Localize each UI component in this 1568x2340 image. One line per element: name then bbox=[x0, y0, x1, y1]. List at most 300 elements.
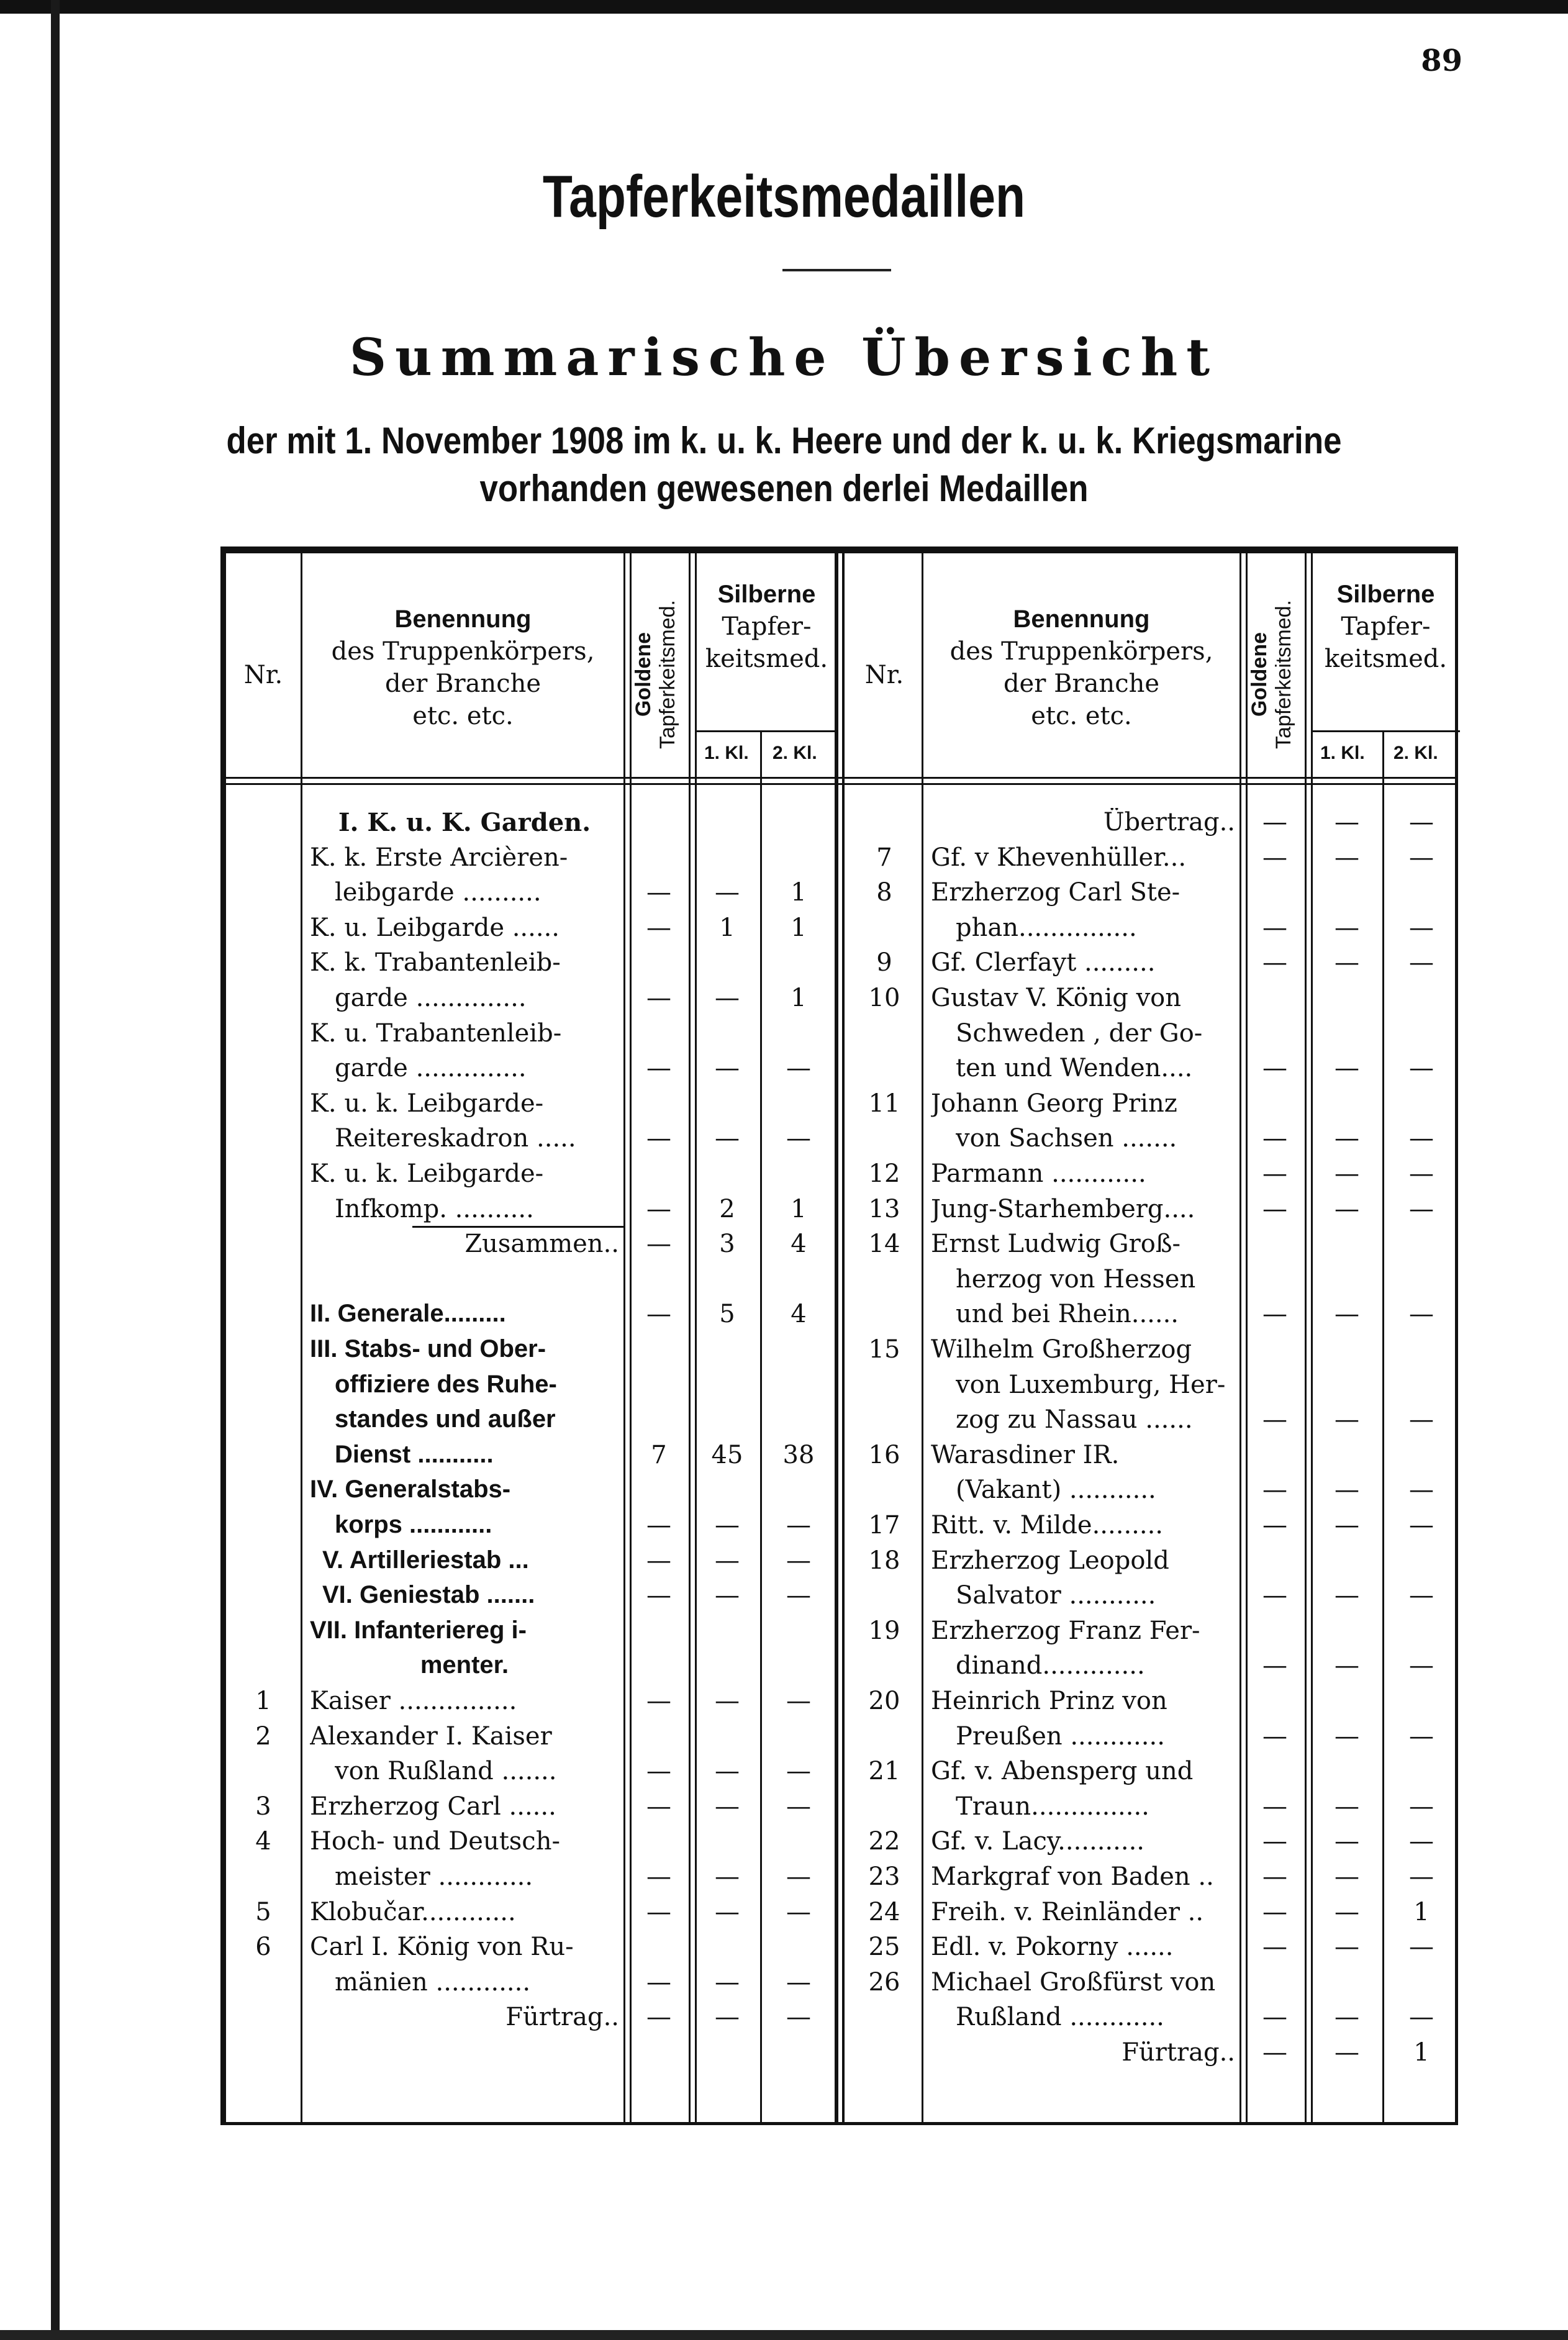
silver-1kl-value: — bbox=[715, 1546, 740, 1575]
row-name: herzog von Hessen bbox=[956, 1264, 1196, 1294]
table-row bbox=[226, 1476, 847, 1510]
goldene-value: — bbox=[646, 1230, 671, 1259]
goldene-value: — bbox=[1262, 1124, 1287, 1153]
goldene-value: — bbox=[1262, 1862, 1287, 1891]
silver-2kl-value: 1 bbox=[791, 1194, 807, 1223]
row-name: Fürtrag.. bbox=[1122, 2038, 1235, 2067]
silver-1kl-value: — bbox=[715, 878, 740, 907]
silver-2kl-value: 1 bbox=[791, 913, 807, 942]
silver-1kl-value: — bbox=[1335, 948, 1359, 977]
row-name: von Luxemburg, Her- bbox=[956, 1370, 1226, 1399]
silver-1kl-value: — bbox=[1335, 1581, 1359, 1610]
table-row bbox=[847, 1300, 1468, 1335]
silver-2kl-value: — bbox=[786, 2003, 811, 2032]
row-name: Salvator ........... bbox=[956, 1581, 1156, 1610]
header-goldene-2: Tapferkeitsmed. bbox=[656, 600, 680, 749]
header-silberne-1: Silberne bbox=[717, 581, 816, 608]
silver-1kl-value: — bbox=[1335, 808, 1359, 837]
table-row bbox=[226, 1019, 847, 1054]
silver-2kl-value: 1 bbox=[791, 984, 807, 1012]
silver-1kl-value: — bbox=[1335, 2003, 1359, 2032]
row-nr: 4 bbox=[255, 1827, 271, 1856]
row-name: meister ............ bbox=[335, 1862, 533, 1891]
silver-1kl-value: — bbox=[1335, 1651, 1359, 1680]
silver-1kl-value: — bbox=[1335, 1827, 1359, 1856]
row-name: standes und außer bbox=[335, 1405, 556, 1433]
row-name: Rußland ............ bbox=[956, 2003, 1164, 2032]
silver-1kl-value: — bbox=[1335, 1792, 1359, 1821]
row-name: zog zu Nassau ...... bbox=[956, 1405, 1193, 1435]
table-row bbox=[847, 1476, 1468, 1510]
silver-1kl-value: — bbox=[715, 1757, 740, 1786]
row-name: K. u. k. Leibgarde- bbox=[310, 1089, 544, 1118]
row-name: Reitereskadron ..... bbox=[335, 1124, 576, 1153]
table-row bbox=[847, 1617, 1468, 1651]
table-row bbox=[847, 1335, 1468, 1370]
medal-summary-table bbox=[220, 546, 1458, 2125]
silver-1kl-value: — bbox=[715, 984, 740, 1012]
row-name: Carl I. König von Ru- bbox=[310, 1933, 574, 1962]
row-nr: 18 bbox=[868, 1546, 900, 1575]
goldene-value: — bbox=[646, 2003, 671, 2032]
table-row bbox=[847, 1441, 1468, 1476]
row-name: Alexander I. Kaiser bbox=[310, 1721, 552, 1751]
goldene-value: — bbox=[1262, 1511, 1287, 1540]
silver-1kl-value: 45 bbox=[711, 1440, 743, 1469]
row-name: III. Stabs- und Ober- bbox=[310, 1335, 546, 1363]
header-name-title: Benennung bbox=[1013, 605, 1150, 633]
silver-1kl-value: — bbox=[715, 1581, 740, 1610]
goldene-value: — bbox=[646, 1687, 671, 1715]
silver-2kl-value: — bbox=[1409, 1476, 1434, 1505]
goldene-value: — bbox=[646, 1194, 671, 1223]
header-silberne bbox=[697, 578, 836, 675]
header-goldene bbox=[1248, 584, 1303, 764]
header-nr: Nr. bbox=[864, 661, 904, 689]
row-name: garde .............. bbox=[335, 984, 527, 1012]
row-nr: 8 bbox=[876, 878, 892, 907]
header-kl1: 1. Kl. bbox=[704, 743, 749, 763]
goldene-value: — bbox=[1262, 1300, 1287, 1329]
goldene-value: — bbox=[1262, 1581, 1287, 1610]
goldene-value: — bbox=[646, 1897, 671, 1926]
table-row bbox=[847, 914, 1468, 948]
silver-2kl-value: — bbox=[1409, 1300, 1434, 1329]
silver-1kl-value: — bbox=[715, 1687, 740, 1715]
row-name: Infkomp. .......... bbox=[335, 1194, 534, 1223]
row-nr: 6 bbox=[255, 1933, 271, 1962]
header-name bbox=[923, 603, 1239, 732]
silver-2kl-value: — bbox=[786, 1511, 811, 1540]
silver-1kl-value: — bbox=[715, 1792, 740, 1821]
silver-1kl-value: 5 bbox=[719, 1300, 735, 1329]
row-name: Gf. Clerfayt ......... bbox=[931, 948, 1156, 977]
row-name: Parmann ............ bbox=[931, 1159, 1146, 1188]
table-row bbox=[847, 1898, 1468, 1933]
silver-2kl-value: — bbox=[786, 1757, 811, 1786]
silver-2kl-value: — bbox=[1409, 1194, 1434, 1223]
goldene-value: — bbox=[646, 1511, 671, 1540]
table-row bbox=[226, 1546, 847, 1581]
row-nr: 14 bbox=[868, 1230, 900, 1259]
goldene-value: — bbox=[1262, 1827, 1287, 1856]
subtotal-rule bbox=[412, 1226, 623, 1228]
row-name: K. k. Erste Arcièren- bbox=[310, 843, 568, 872]
header-silberne bbox=[1313, 578, 1459, 675]
row-name: mänien ............ bbox=[335, 1967, 531, 1997]
silver-2kl-value: — bbox=[1409, 1159, 1434, 1188]
table-row bbox=[226, 1405, 847, 1440]
goldene-value: — bbox=[1262, 843, 1287, 872]
table-row bbox=[226, 948, 847, 983]
table-row bbox=[847, 1862, 1468, 1897]
row-name: ten und Wenden.... bbox=[956, 1054, 1193, 1083]
row-name: II. Generale......... bbox=[310, 1300, 506, 1328]
row-name: Klobučar............ bbox=[310, 1897, 516, 1926]
row-nr: 11 bbox=[868, 1089, 900, 1118]
goldene-value: — bbox=[646, 1300, 671, 1329]
silver-2kl-value: — bbox=[1409, 1581, 1434, 1610]
goldene-value: — bbox=[646, 1967, 671, 1997]
silver-2kl-value: 1 bbox=[791, 878, 807, 907]
table-row bbox=[847, 1827, 1468, 1862]
silver-2kl-value: — bbox=[1409, 913, 1434, 942]
silver-2kl-value: — bbox=[786, 1687, 811, 1715]
table-row bbox=[226, 1371, 847, 1405]
table-row bbox=[847, 1195, 1468, 1230]
silver-1kl-value: 3 bbox=[719, 1230, 735, 1259]
row-name: Gustav V. König von bbox=[931, 984, 1182, 1012]
row-name: Erzherzog Carl Ste- bbox=[931, 878, 1181, 907]
table-row bbox=[226, 1757, 847, 1792]
table-row bbox=[847, 1124, 1468, 1159]
header-kl2: 2. Kl. bbox=[773, 743, 817, 763]
row-nr: 23 bbox=[868, 1862, 900, 1891]
table-row bbox=[847, 1405, 1468, 1440]
row-name: K. u. Leibgarde ...... bbox=[310, 913, 560, 942]
row-name: I. K. u. K. Garden. bbox=[338, 808, 591, 837]
silver-sub-rule bbox=[695, 730, 838, 732]
silver-1kl-value: — bbox=[1335, 1862, 1359, 1891]
header-name-line2: des Truppenkörpers, bbox=[949, 637, 1213, 666]
row-name: IV. Generalstabs- bbox=[310, 1476, 511, 1503]
row-name: von Sachsen ....... bbox=[956, 1124, 1177, 1153]
table-row bbox=[226, 1687, 847, 1721]
header-name bbox=[302, 603, 623, 732]
header-silberne-1: Silberne bbox=[1336, 581, 1435, 608]
table-row bbox=[847, 2038, 1468, 2073]
silver-1kl-value: — bbox=[1335, 1721, 1359, 1751]
row-name: VI. Geniestab ....... bbox=[322, 1581, 535, 1609]
header-silberne-3: keitsmed. bbox=[705, 645, 828, 673]
silver-1kl-value: — bbox=[1335, 1194, 1359, 1223]
page-number: 89 bbox=[1421, 43, 1462, 78]
goldene-value: — bbox=[646, 1757, 671, 1786]
description-line-2: vorhanden gewesenen derlei Medaillen bbox=[479, 468, 1089, 509]
row-name: Hoch- und Deutsch- bbox=[310, 1827, 560, 1856]
silver-2kl-value: — bbox=[1409, 843, 1434, 872]
silver-2kl-value: — bbox=[1409, 1933, 1434, 1962]
row-name: V. Artilleriestab ... bbox=[322, 1546, 529, 1574]
row-name: Preußen ............ bbox=[956, 1721, 1165, 1751]
table-row bbox=[226, 1933, 847, 1967]
goldene-value: — bbox=[646, 913, 671, 942]
goldene-value: — bbox=[646, 1054, 671, 1083]
table-row bbox=[847, 1687, 1468, 1721]
table-row bbox=[847, 878, 1468, 913]
row-name: Übertrag.. bbox=[1103, 808, 1235, 837]
table-row bbox=[847, 1511, 1468, 1546]
row-name: Edl. v. Pokorny ...... bbox=[931, 1933, 1174, 1962]
goldene-value: — bbox=[1262, 2003, 1287, 2032]
goldene-value: — bbox=[1262, 1159, 1287, 1188]
silver-1kl-value: 1 bbox=[719, 913, 735, 942]
row-name: Erzherzog Carl ...... bbox=[310, 1792, 556, 1821]
row-name: Markgraf von Baden .. bbox=[931, 1862, 1214, 1891]
silver-2kl-value: — bbox=[786, 1897, 811, 1926]
row-name: Gf. v. Lacy........... bbox=[931, 1827, 1145, 1856]
goldene-value: — bbox=[1262, 1194, 1287, 1223]
row-nr: 19 bbox=[868, 1616, 900, 1645]
silver-2kl-value: — bbox=[1409, 1511, 1434, 1540]
silver-1kl-value: — bbox=[1335, 2038, 1359, 2067]
silver-1kl-value: — bbox=[715, 1897, 740, 1926]
row-name: Heinrich Prinz von bbox=[931, 1687, 1167, 1715]
row-nr: 5 bbox=[255, 1897, 271, 1926]
silver-2kl-value: 4 bbox=[791, 1300, 807, 1329]
row-nr: 17 bbox=[868, 1511, 900, 1540]
table-row bbox=[847, 1792, 1468, 1827]
right-half bbox=[847, 553, 1468, 2122]
description-line-1: der mit 1. November 1908 im k. u. k. Heere und der k. u. k. Kriegsmarine bbox=[226, 420, 1342, 461]
silver-2kl-value: — bbox=[786, 1546, 811, 1575]
row-name: Ernst Ludwig Groß- bbox=[931, 1230, 1181, 1259]
table-row bbox=[226, 914, 847, 948]
row-nr: 13 bbox=[868, 1194, 900, 1223]
goldene-value: — bbox=[646, 1546, 671, 1575]
goldene-value: — bbox=[1262, 1721, 1287, 1751]
table-row bbox=[847, 1581, 1468, 1616]
silver-2kl-value: — bbox=[1409, 1651, 1434, 1680]
table-row bbox=[226, 1265, 847, 1300]
row-name: korps ............ bbox=[335, 1511, 492, 1538]
silver-2kl-value: — bbox=[1409, 1054, 1434, 1083]
silver-1kl-value: — bbox=[715, 2003, 740, 2032]
goldene-value: — bbox=[646, 1124, 671, 1153]
row-nr: 26 bbox=[868, 1967, 900, 1997]
row-name: Ritt. v. Milde......... bbox=[931, 1511, 1164, 1540]
header-kl1: 1. Kl. bbox=[1320, 743, 1365, 763]
table-row bbox=[226, 1898, 847, 1933]
goldene-value: — bbox=[1262, 1897, 1287, 1926]
row-nr: 21 bbox=[868, 1757, 900, 1786]
row-name: phan............... bbox=[956, 913, 1137, 942]
row-nr: 2 bbox=[255, 1721, 271, 1751]
header-nr: Nr. bbox=[243, 661, 283, 689]
table-row bbox=[226, 1581, 847, 1616]
table-row bbox=[226, 2003, 847, 2038]
silver-1kl-value: — bbox=[1335, 1300, 1359, 1329]
table-row bbox=[847, 2003, 1468, 2038]
header-goldene-1: Goldene bbox=[632, 632, 655, 717]
row-name: K. k. Trabantenleib- bbox=[310, 948, 561, 977]
row-name: Kaiser ............... bbox=[310, 1687, 517, 1715]
table-row bbox=[226, 1054, 847, 1089]
goldene-value: — bbox=[646, 878, 671, 907]
goldene-value: — bbox=[1262, 2038, 1287, 2067]
silver-1kl-value: — bbox=[715, 1511, 740, 1540]
table-row bbox=[226, 1195, 847, 1230]
table-row bbox=[226, 1230, 847, 1264]
silver-2kl-value: — bbox=[1409, 1792, 1434, 1821]
page-title: Tapferkeitsmedaillen bbox=[542, 163, 1026, 230]
silver-2kl-value: — bbox=[1409, 1721, 1434, 1751]
silver-2kl-value: — bbox=[1409, 808, 1434, 837]
bottom-scan-border bbox=[0, 2330, 1568, 2340]
row-name: Zusammen.. bbox=[465, 1230, 619, 1259]
table-row bbox=[847, 1265, 1468, 1300]
header-silberne-2: Tapfer- bbox=[722, 612, 812, 641]
table-row bbox=[226, 1722, 847, 1757]
silver-1kl-value: — bbox=[1335, 1054, 1359, 1083]
table-row bbox=[847, 1371, 1468, 1405]
table-row bbox=[226, 984, 847, 1018]
silver-1kl-value: — bbox=[1335, 843, 1359, 872]
row-name: (Vakant) ........... bbox=[956, 1476, 1156, 1505]
title-divider bbox=[782, 269, 891, 271]
table-row bbox=[226, 1335, 847, 1370]
header-name-line3: der Branche bbox=[384, 669, 542, 698]
table-row bbox=[847, 984, 1468, 1018]
goldene-value: — bbox=[646, 1792, 671, 1821]
table-row bbox=[847, 808, 1468, 843]
row-name: Gf. v Khevenhüller... bbox=[931, 843, 1187, 872]
silver-2kl-value: — bbox=[786, 1054, 811, 1083]
header-goldene-1: Goldene bbox=[1248, 632, 1271, 717]
table-row bbox=[847, 1968, 1468, 2003]
header-name-title: Benennung bbox=[394, 605, 532, 633]
silver-1kl-value: — bbox=[1335, 913, 1359, 942]
header-name-line4: etc. etc. bbox=[412, 702, 514, 730]
row-name: VII. Infanteriereg i- bbox=[310, 1616, 527, 1644]
row-name: Wilhelm Großherzog bbox=[931, 1335, 1192, 1364]
silver-1kl-value: — bbox=[715, 1967, 740, 1997]
table-row bbox=[847, 1933, 1468, 1967]
silver-1kl-value: — bbox=[1335, 1933, 1359, 1962]
table-row bbox=[226, 843, 847, 878]
table-row bbox=[226, 1300, 847, 1335]
row-name: Michael Großfürst von bbox=[931, 1967, 1216, 1997]
silver-1kl-value: — bbox=[1335, 1511, 1359, 1540]
row-name: und bei Rhein...... bbox=[956, 1300, 1179, 1329]
row-name: garde .............. bbox=[335, 1054, 527, 1083]
silver-2kl-value: — bbox=[1409, 1827, 1434, 1856]
row-name: K. u. k. Leibgarde- bbox=[310, 1159, 544, 1188]
table-row bbox=[226, 1827, 847, 1862]
goldene-value: — bbox=[1262, 1651, 1287, 1680]
header-name-line2: des Truppenkörpers, bbox=[331, 637, 595, 666]
row-name: offiziere des Ruhe- bbox=[335, 1370, 557, 1398]
goldene-value: — bbox=[646, 1581, 671, 1610]
silver-1kl-value: — bbox=[715, 1862, 740, 1891]
table-row bbox=[847, 948, 1468, 983]
row-nr: 20 bbox=[868, 1687, 900, 1715]
silver-2kl-value: — bbox=[786, 1862, 811, 1891]
silver-2kl-value: — bbox=[1409, 1124, 1434, 1153]
silver-1kl-value: — bbox=[1335, 1405, 1359, 1435]
row-name: Traun............... bbox=[956, 1792, 1149, 1821]
goldene-value: 7 bbox=[651, 1440, 667, 1469]
row-name: Erzherzog Leopold bbox=[931, 1546, 1169, 1575]
silver-2kl-value: — bbox=[1409, 1862, 1434, 1891]
header-goldene bbox=[632, 584, 687, 764]
header-kl2: 2. Kl. bbox=[1394, 743, 1438, 763]
goldene-value: — bbox=[1262, 808, 1287, 837]
table-row bbox=[226, 1862, 847, 1897]
silver-2kl-value: 1 bbox=[1413, 1897, 1430, 1926]
silver-2kl-value: — bbox=[786, 1124, 811, 1153]
row-name: Freih. v. Reinländer .. bbox=[931, 1897, 1204, 1926]
page-subtitle: Summarische Übersicht bbox=[349, 328, 1219, 388]
table-row bbox=[226, 1511, 847, 1546]
header-name-line4: etc. etc. bbox=[1031, 702, 1132, 730]
table-row bbox=[847, 1019, 1468, 1054]
goldene-value: — bbox=[646, 984, 671, 1012]
table-row bbox=[847, 1159, 1468, 1194]
row-name: dinand............. bbox=[956, 1651, 1145, 1680]
silver-1kl-value: — bbox=[1335, 1476, 1359, 1505]
table-row bbox=[226, 1968, 847, 2003]
header-goldene-2: Tapferkeitsmed. bbox=[1272, 600, 1296, 749]
row-name: von Rußland ....... bbox=[335, 1757, 557, 1786]
table-row bbox=[847, 1546, 1468, 1581]
goldene-value: — bbox=[646, 1862, 671, 1891]
table-row bbox=[847, 1054, 1468, 1089]
silver-1kl-value: — bbox=[1335, 1124, 1359, 1153]
silver-1kl-value: — bbox=[1335, 1897, 1359, 1926]
silver-2kl-value: — bbox=[1409, 1405, 1434, 1435]
row-name: Erzherzog Franz Fer- bbox=[931, 1616, 1200, 1645]
row-nr: 10 bbox=[868, 984, 900, 1012]
table-row bbox=[226, 878, 847, 913]
table-row bbox=[847, 1089, 1468, 1124]
row-name: Fürtrag.. bbox=[505, 2003, 619, 2032]
table-row bbox=[226, 1089, 847, 1124]
goldene-value: — bbox=[1262, 1054, 1287, 1083]
row-name: Gf. v. Abensperg und bbox=[931, 1757, 1194, 1786]
row-name: Warasdiner IR. bbox=[931, 1440, 1120, 1469]
row-nr: 9 bbox=[876, 948, 892, 977]
row-nr: 25 bbox=[868, 1933, 900, 1962]
table-row bbox=[226, 1617, 847, 1651]
header-silberne-2: Tapfer- bbox=[1341, 612, 1431, 641]
goldene-value: — bbox=[1262, 1792, 1287, 1821]
row-name: Johann Georg Prinz bbox=[931, 1089, 1177, 1118]
row-nr: 15 bbox=[868, 1335, 900, 1364]
row-name: Jung-Starhemberg.... bbox=[931, 1194, 1195, 1223]
table-row bbox=[226, 808, 847, 843]
header-name-line3: der Branche bbox=[1003, 669, 1160, 698]
left-half bbox=[226, 553, 847, 2122]
row-nr: 24 bbox=[868, 1897, 900, 1926]
top-scan-border bbox=[0, 0, 1568, 14]
goldene-value: — bbox=[1262, 1933, 1287, 1962]
row-nr: 12 bbox=[868, 1159, 900, 1188]
silver-2kl-value: — bbox=[1409, 948, 1434, 977]
silver-2kl-value: — bbox=[1409, 2003, 1434, 2032]
table-row bbox=[847, 1757, 1468, 1792]
silver-1kl-value: — bbox=[715, 1054, 740, 1083]
